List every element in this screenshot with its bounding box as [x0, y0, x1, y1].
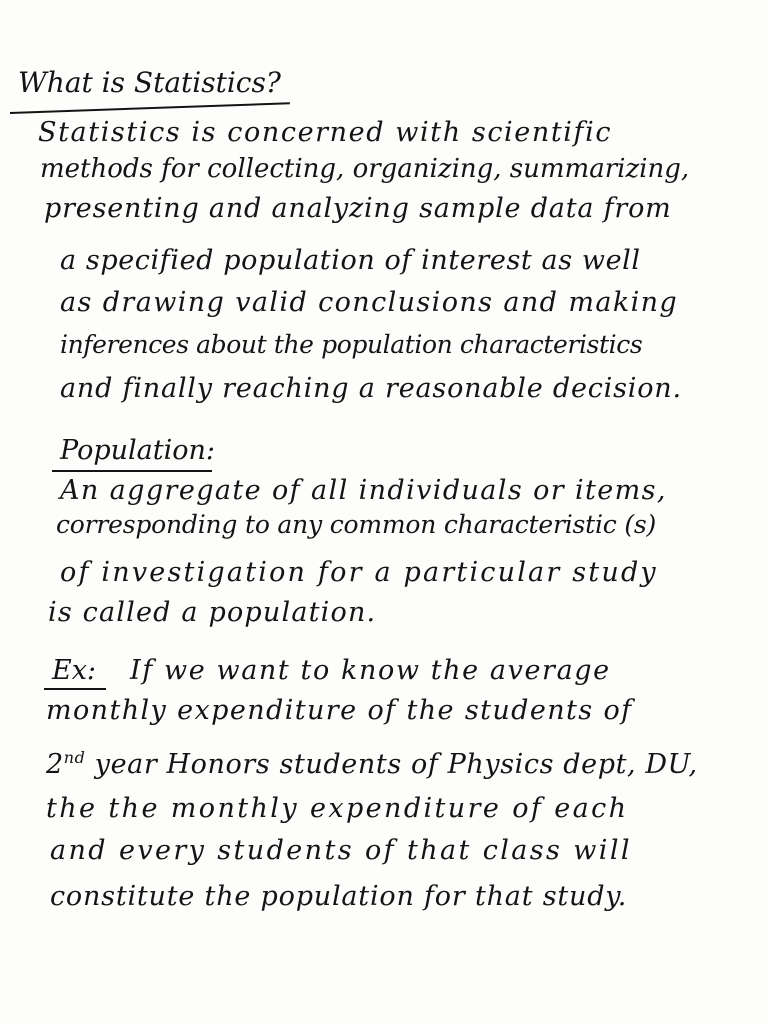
ordinal-number: 2: [46, 749, 64, 780]
example-line: If we want to know the average: [130, 655, 611, 686]
definition-line: presenting and analyzing sample data from: [44, 193, 672, 224]
population-heading-underline: [52, 470, 212, 472]
population-line: is called a population.: [48, 597, 377, 628]
definition-line: a specified population of interest as well: [60, 245, 641, 276]
example-line: monthly expenditure of the students of: [46, 695, 633, 726]
definition-line: and finally reaching a reasonable decision.: [60, 373, 682, 404]
ordinal-suffix: nd: [63, 748, 86, 767]
definition-line: as drawing valid conclusions and making: [60, 287, 679, 318]
example-line: and every students of that class will: [50, 835, 632, 866]
definition-line: inferences about the population characteristics: [60, 330, 643, 359]
definition-line: methods for collecting, organizing, summarizing,: [40, 154, 690, 184]
example-line: constitute the population for that study.: [50, 881, 628, 912]
title-underline: [10, 102, 290, 114]
example-line-text: year Honors students of Physics dept, DU,: [94, 749, 698, 780]
definition-line: Statistics is concerned with scientific: [38, 117, 613, 148]
page-title: What is Statistics?: [18, 66, 281, 99]
population-line: corresponding to any common characteristic (s): [56, 510, 657, 539]
population-line: of investigation for a particular study: [60, 557, 658, 588]
example-label: Ex:: [52, 655, 97, 686]
population-heading: Population:: [60, 435, 215, 466]
example-line: the the monthly expenditure of each: [46, 793, 629, 824]
example-line: [46, 748, 698, 782]
example-label-underline: [44, 688, 106, 690]
population-line: An aggregate of all individuals or items,: [60, 475, 667, 506]
